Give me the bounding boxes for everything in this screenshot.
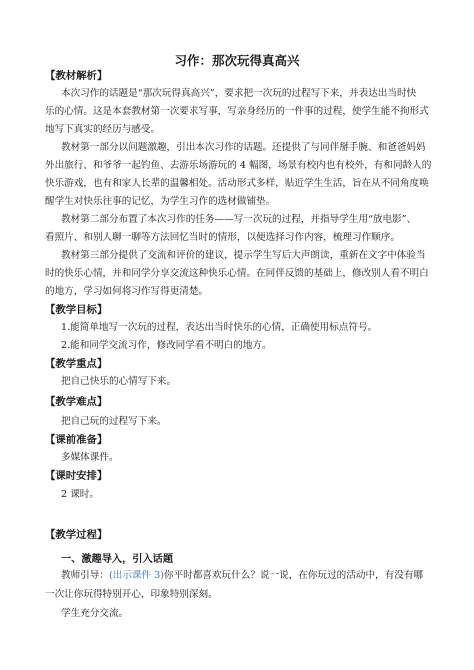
key-point-heading: 【教学重点】 (45, 358, 108, 370)
analysis-line: 本次习作的话题是“那次玩得真高兴”，要求把一次玩的过程写下来，并表达出当时快 (61, 88, 417, 99)
difficulty-heading: 【教学难点】 (45, 396, 108, 408)
analysis-line: 教材第一部分以问题激趣，引出本次习作的话题。还提供了与同伴掰手腕、和爸爸妈妈 (61, 142, 426, 153)
guide-prefix: 教师引导： (61, 570, 109, 581)
analysis-line: 教材第三部分提供了交流和评价的建议，提示学生写后大声朗读，重新在文字中体验当 (61, 250, 426, 261)
page-title: 习作：那次玩得真高兴 (174, 53, 300, 68)
schedule-text: 2 课时。 (61, 489, 99, 500)
key-point-text: 把自己快乐的心情写下来。 (61, 376, 177, 387)
analysis-line: 时的快乐心情，并和同学分享交流这种快乐心情。在同伴反馈的基础上，修改别人看不明白 (45, 268, 429, 279)
analysis-heading: 【教材解析】 (45, 70, 108, 82)
goal-item: 2.能和同学交流习作，修改同学看不明白的地方。 (61, 340, 272, 351)
goal-item: 1.能简单地写一次玩的过程，表达出当时快乐的心情，正确使用标点符号。 (61, 322, 378, 333)
analysis-line: 醒学生对快乐往事的记忆，为学生习作的选材做铺垫。 (45, 196, 276, 207)
step-heading: 一、激趣导入，引入话题 (61, 553, 174, 565)
prep-heading: 【课前准备】 (45, 434, 108, 446)
prep-text: 多媒体课件。 (61, 452, 119, 463)
difficulty-text: 把自己玩的过程写下来。 (61, 416, 167, 427)
teacher-guide-line-2: 一次让你玩得特别开心，印象特别深刻。 (45, 589, 218, 600)
analysis-line: 的地方，学习如何将习作写得更清楚。 (45, 286, 209, 297)
student-activity: 学生充分交流。 (61, 608, 129, 619)
guide-rest: 你平时都喜欢玩什么？说一说，在你玩过的活动中，有没有哪 (163, 570, 424, 581)
teacher-guide-line (61, 570, 423, 582)
process-heading: 【教学过程】 (45, 529, 108, 541)
analysis-line: 乐的心情。这是本套教材第一次要求写事，写亲身经历的一件事的过程，使学生能不拘形式 (45, 106, 429, 117)
analysis-line: 看照片、和别人聊一聊等方法回忆当时的情形，以便选择习作内容，梳理习作顺序。 (45, 232, 400, 243)
analysis-line: 教材第二部分布置了本次习作的任务——写一次玩的过程，并指导学生用“放电影”、 (61, 214, 417, 225)
analysis-line: 地写下真实的经历与感受。 (45, 124, 161, 135)
goals-heading: 【教学目标】 (45, 304, 108, 316)
courseware-highlight: (出示课件 3) (108, 570, 164, 581)
analysis-line: 快乐游戏，也有和家人长辈的温馨相处。活动形式多样，贴近学生生活，旨在从不同角度唤 (45, 178, 429, 189)
schedule-heading: 【课时安排】 (45, 470, 108, 482)
analysis-line: 外出旅行、和爷爷一起钓鱼、去游乐场游玩的 4 幅图，场景有校内也有校外，有和同龄人的 (45, 160, 432, 171)
